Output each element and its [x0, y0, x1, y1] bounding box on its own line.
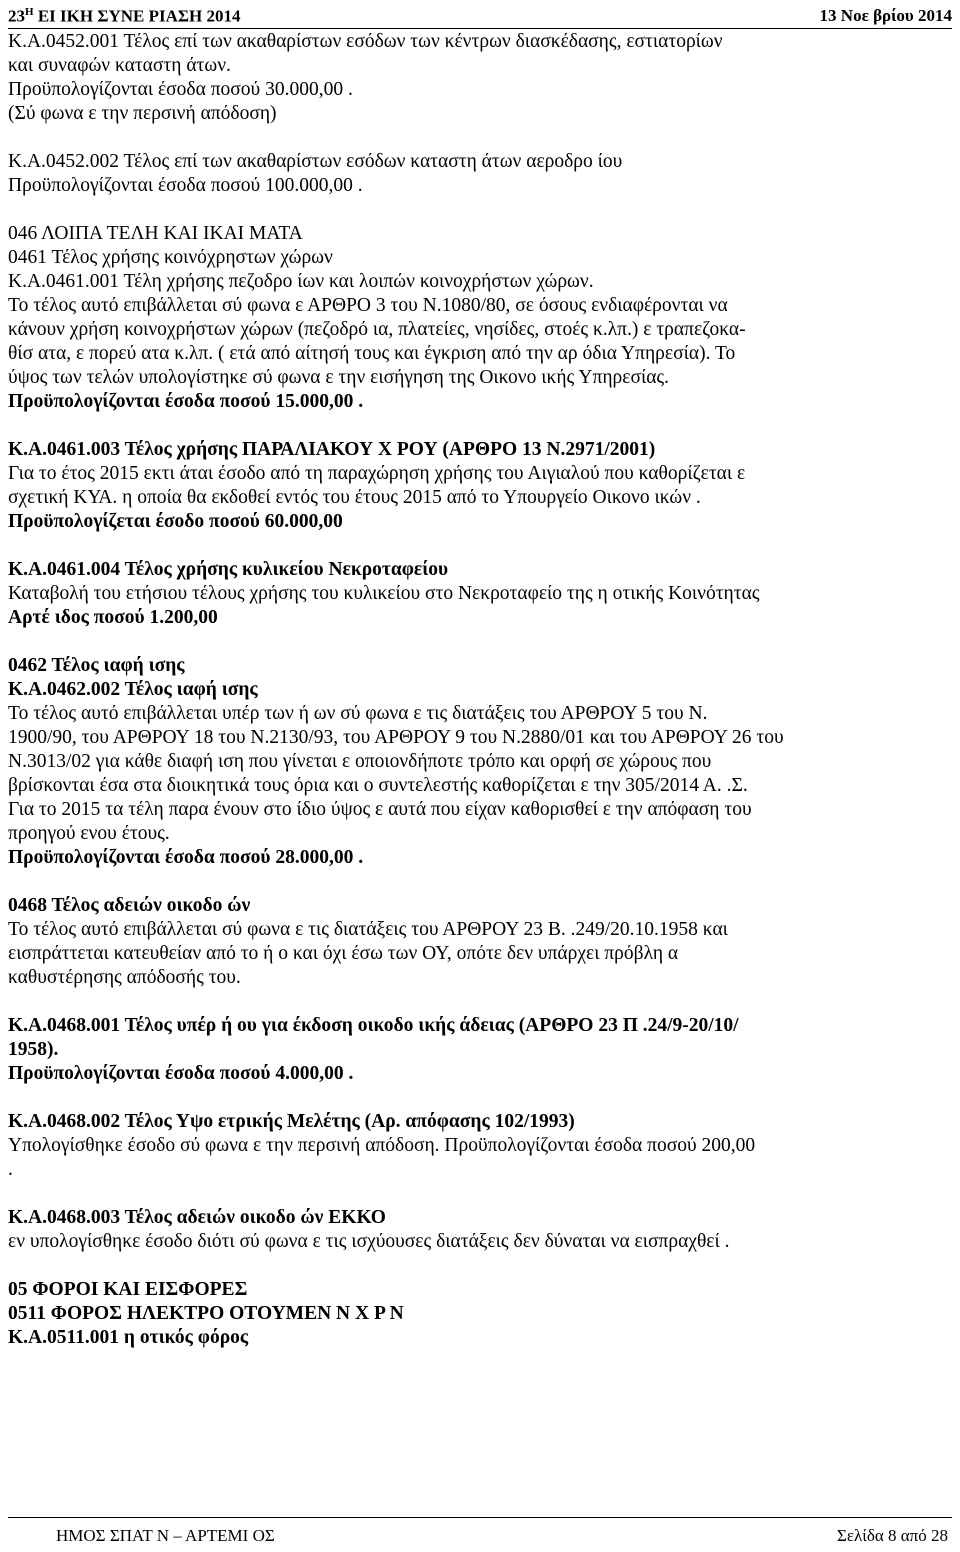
section-heading: 1958). [8, 1039, 59, 1060]
text-line: Καταβολή του ετήσιου τέλους χρήσης του κυλικείου στο Νεκροταφείο της η οτικής Κοινότητας [8, 583, 760, 604]
section-heading: Κ.Α.0468.001 Τέλος υπέρ ή ου για έκδοση οικοδο ικής άδειας (ΑΡΘΡΟ 23 Π .24/9-20/10/ [8, 1015, 739, 1036]
amount-line: Προϋπολογίζονται έσοδα ποσού 15.000,00 . [8, 391, 364, 412]
page-header [8, 4, 952, 29]
text-line: και συναφών καταστη άτων. [8, 55, 231, 76]
header-session: $23^H$ ΕΙ ΙΚΗ ΣΥΝΕ ΡΙΑΣΗ 2014 [8, 6, 241, 26]
text-line: . [8, 1159, 13, 1180]
document-body [8, 30, 952, 1350]
text-line: Προϋπολογίζονται έσοδα ποσού 100.000,00 . [8, 175, 363, 196]
text-line: Το τέλος αυτό επιβάλλεται υπέρ των ή ων σύ φωνα ε τις διατάξεις του ΑΡΘΡΟΥ 5 του Ν. [8, 703, 708, 724]
text-line: εν υπολογίσθηκε έσοδο διότι σύ φωνα ε τις ισχύουσες διατάξεις δεν δύναται να εισπραχθεί . [8, 1231, 730, 1252]
spacer [8, 126, 952, 150]
text-line: Υπολογίσθηκε έσοδο σύ φωνα ε την περσινή απόδοση. Προϋπολογίζονται έσοδα ποσού 200,00 [8, 1135, 756, 1156]
spacer [8, 414, 952, 438]
spacer [8, 990, 952, 1014]
spacer [8, 198, 952, 222]
footer-municipality: ΗΜΟΣ ΣΠΑΤ Ν – ΑΡΤΕΜΙ ΟΣ [56, 1526, 275, 1545]
text-line: Κ.Α.0452.002 Τέλος επί των ακαθαρίστων εσόδων καταστη άτων αεροδρο ίου [8, 151, 623, 172]
text-line: εισπράττεται κατευθείαν από το ή ο και όχι έσω των ΟΥ, οπότε δεν υπάρχει πρόβλη α [8, 943, 679, 964]
text-line: Για το έτος 2015 εκτι άται έσοδο από τη παραχώρηση χρήσης του Αιγιαλού που καθορίζεται ε [8, 463, 746, 484]
section-heading: 0461 Τέλος χρήσης κοινόχρηστων χώρων [8, 247, 333, 268]
section-heading: 0462 Τέλος ιαφή ισης [8, 655, 185, 676]
text-line: Για το 2015 τα τέλη παρα ένουν στο ίδιο ύψος ε αυτά που είχαν καθορισθεί ε την απόφαση του [8, 799, 752, 820]
section-heading: Κ.Α.0511.001 η οτικός φόρος [8, 1327, 249, 1348]
spacer [8, 534, 952, 558]
amount-line: Προϋπολογίζεται έσοδο ποσού 60.000,00 [8, 511, 343, 532]
text-line: Κ.Α.0461.001 Τέλη χρήσης πεζοδρο ίων και λοιπών κοινοχρήστων χώρων. [8, 271, 594, 292]
text-line: (Σύ φωνα ε την περσινή απόδοση) [8, 103, 277, 124]
section-heading: 0511 ΦΟΡΟΣ ΗΛΕΚΤΡΟ ΟΤΟΥΜΕΝ Ν Χ Ρ Ν [8, 1303, 404, 1324]
spacer [8, 630, 952, 654]
spacer [8, 1254, 952, 1278]
section-heading: 046 ΛΟΙΠΑ ΤΕΛΗ ΚΑΙ ΙΚΑΙ ΜΑΤΑ [8, 223, 303, 244]
spacer [8, 870, 952, 894]
text-line: ύψος των τελών υπολογίστηκε σύ φωνα ε την εισήγηση της Οικονο ικής Υπηρεσίας. [8, 367, 670, 388]
text-line: κάνουν χρήση κοινοχρήστων χώρων (πεζοδρό ια, πλατείες, νησίδες, στοές κ.λπ.) ε τραπεζοκα- [8, 319, 746, 340]
section-heading: Κ.Α.0461.004 Τέλος χρήσης κυλικείου Νεκροταφείου [8, 559, 449, 580]
section-heading: Κ.Α.0461.003 Τέλος χρήσης ΠΑΡΑΛΙΑΚΟΥ Χ ΡΟΥ (ΑΡΘΡΟ 13 Ν.2971/2001) [8, 439, 656, 460]
text-line: βρίσκονται έσα στα διοικητικά τους όρια και ο συντελεστής καθορίζεται ε την 305/2014 Α. .Σ. [8, 775, 748, 796]
section-heading: 05 ΦΟΡΟΙ ΚΑΙ ΕΙΣΦΟΡΕΣ [8, 1279, 248, 1300]
text-line: προηγού ενου έτους. [8, 823, 170, 844]
text-line: Προϋπολογίζονται έσοδα ποσού 30.000,00 . [8, 79, 353, 100]
text-line: σχετική ΚΥΑ. η οποία θα εκδοθεί εντός του έτους 2015 από το Υπουργείο Οικονο ικών . [8, 487, 701, 508]
text-line: καθυστέρησης απόδοσής του. [8, 967, 241, 988]
text-line: Το τέλος αυτό επιβάλλεται σύ φωνα ε ΑΡΘΡΟ 3 του Ν.1080/80, σε όσους ενδιαφέρονται να [8, 295, 728, 316]
page-number: Σελίδα 8 από 28 [836, 1526, 948, 1545]
text-line: θίσ ατα, ε πορεύ ατα κ.λπ. ( ετά από αίτησή τους και έγκριση από την αρ όδια Υπηρεσία). Το [8, 343, 736, 364]
section-heading: 0468 Τέλος αδειών οικοδο ών [8, 895, 251, 916]
text-line: Ν.3013/02 για κάθε διαφή ιση που γίνεται ε οποιονδήποτε τρόπο και ορφή σε χώρους που [8, 751, 712, 772]
amount-line: Αρτέ ιδος ποσού 1.200,00 [8, 607, 218, 628]
amount-line: Προϋπολογίζονται έσοδα ποσού 4.000,00 . [8, 1063, 354, 1084]
section-heading: Κ.Α.0468.002 Τέλος Υψο ετρικής Μελέτης (Αρ. απόφασης 102/1993) [8, 1111, 575, 1132]
header-date: 13 Νοε βρίου 2014 [819, 6, 952, 25]
section-heading: Κ.Α.0462.002 Τέλος ιαφή ισης [8, 679, 258, 700]
spacer [8, 1182, 952, 1206]
text-line: Το τέλος αυτό επιβάλλεται σύ φωνα ε τις διατάξεις του ΑΡΘΡΟΥ 23 Β. .249/20.10.1958 και [8, 919, 728, 940]
spacer [8, 1086, 952, 1110]
section-heading: Κ.Α.0468.003 Τέλος αδειών οικοδο ών ΕΚΚΟ [8, 1207, 386, 1228]
page-footer [8, 1517, 952, 1548]
text-line: 1900/90, του ΑΡΘΡΟΥ 18 του Ν.2130/93, του ΑΡΘΡΟΥ 9 του Ν.2880/01 και του ΑΡΘΡΟΥ 26 του [8, 727, 784, 748]
amount-line: Προϋπολογίζονται έσοδα ποσού 28.000,00 . [8, 847, 364, 868]
text-line: Κ.Α.0452.001 Τέλος επί των ακαθαρίστων εσόδων των κέντρων διασκέδασης, εστιατορίων [8, 31, 723, 52]
